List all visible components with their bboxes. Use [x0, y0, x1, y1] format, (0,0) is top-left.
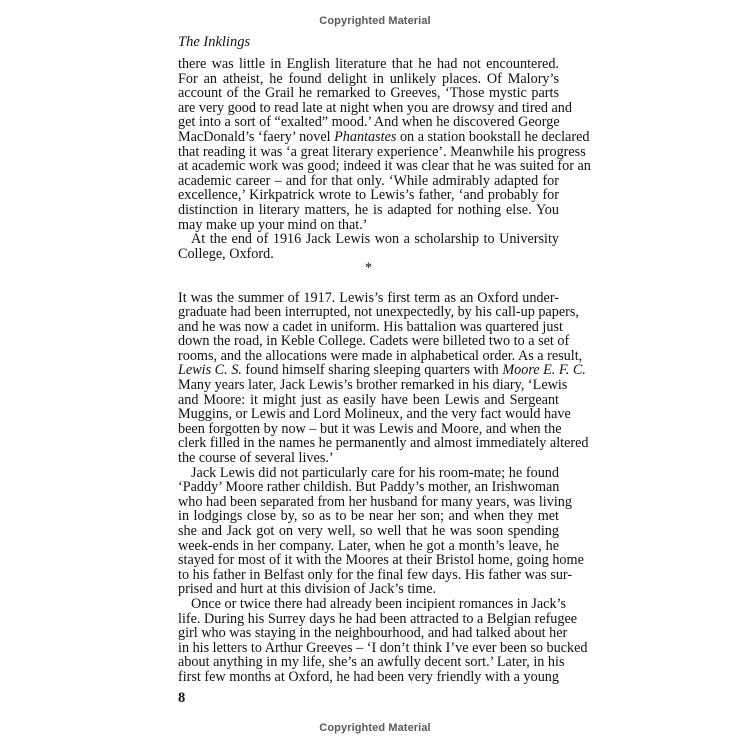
text-segment: may make up your mind on that.’ — [178, 216, 368, 233]
text-line — [178, 247, 559, 262]
text-segment: At the end of 1916 Jack Lewis won a scholarship to University — [191, 231, 559, 248]
text-segment: Once or twice there had already been incipient romances in Jack’s — [191, 595, 567, 612]
text-line — [178, 57, 559, 72]
text-line — [178, 318, 563, 335]
text-line — [178, 115, 559, 130]
text-segment: prised and hurt at this division of Jack’s time. — [178, 581, 437, 598]
text-line — [178, 203, 559, 218]
text-segment: ‘Paddy’ Moore rather childish. But Paddy’s mother, an Irishwoman — [178, 479, 560, 496]
text-line — [178, 509, 559, 524]
text-segment: distinction in literary matters, he is adapted for nothing else. You — [178, 201, 559, 218]
text-line — [178, 466, 559, 481]
text-line — [178, 377, 568, 394]
text-segment: Many years later, Jack Lewis’s brother remarked in his diary, ‘Lewis — [178, 377, 568, 394]
text-segment: been forgotten by now – but it was Lewis and Moore, and when the — [178, 420, 562, 437]
text-segment: It was the summer of 1917. Lewis’s first term as an Oxford under- — [178, 289, 559, 306]
text-line — [178, 451, 559, 466]
text-segment: in his letters to Arthur Greeves – ‘I don’t think I’ve ever been so bucked — [178, 639, 588, 656]
italic-text: Phantastes — [334, 128, 397, 145]
text-line — [178, 480, 559, 495]
text-line — [178, 86, 559, 101]
text-segment: that reading it was ‘a great literary experience’. Meanwhile his progress — [178, 143, 586, 160]
text-line — [178, 524, 559, 539]
text-segment: MacDonald’s ‘faery’ novel — [178, 128, 335, 145]
text-line — [178, 625, 568, 642]
text-segment: week-ends in her company. Later, when he got a month’s leave, he — [178, 537, 559, 554]
text-line — [178, 654, 565, 671]
text-line — [178, 420, 562, 437]
text-line — [178, 552, 584, 569]
text-line — [178, 566, 573, 583]
copyright-watermark-bottom: Copyrighted Material — [319, 722, 431, 734]
text-segment: College, Oxford. — [178, 245, 274, 262]
text-segment: * — [364, 260, 373, 277]
text-segment: academic career – and for that only. ‘While admirably adapted for — [178, 172, 559, 189]
text-line — [178, 610, 578, 627]
text-segment: get into a sort of “exalted” mood.’ And when he discovered George — [178, 114, 560, 131]
text-line — [178, 304, 579, 321]
text-line — [178, 72, 559, 87]
italic-text: Lewis C. S. — [178, 362, 242, 379]
text-segment: she and Jack got on very well, so well that he was soon spending — [178, 523, 559, 539]
text-line — [178, 99, 572, 116]
text-segment: rooms, and the allocations were made in alphabetical order. As a result, — [178, 347, 583, 364]
text-line — [178, 639, 588, 656]
text-segment: first few months at Oxford, he had been very friendly with a young — [178, 668, 559, 685]
text-segment: at academic work was good; indeed it was clear that he was suited for an — [178, 158, 591, 175]
text-line — [178, 435, 589, 452]
text-line — [178, 333, 570, 350]
text-line — [178, 128, 590, 145]
text-segment: excellence,’ Kirkpatrick wrote to Lewis’s father, ‘and probably for — [178, 187, 559, 204]
text-segment: stayed for most of it with the Moores at their Bristol home, going home — [178, 552, 584, 569]
text-line — [178, 158, 591, 175]
text-segment: are very good to read late at night when you are drowsy and tired and — [178, 99, 572, 116]
text-segment: graduate had been interrupted, not unexpectedly, by his call-up papers, — [178, 304, 579, 321]
text-segment: found himself sharing sleeping quarters with — [241, 362, 503, 379]
text-line — [178, 539, 559, 554]
text-segment: to his father in Belfast only for the final few days. His father was sur- — [178, 566, 573, 583]
section-break — [178, 261, 559, 276]
text-line — [178, 582, 559, 597]
text-segment: there was little in English literature that he had not encountered. — [178, 56, 559, 72]
text-segment: on a station bookstall he declared — [396, 128, 590, 145]
text-line — [178, 276, 559, 291]
text-segment: Jack Lewis did not particularly care for his room-mate; he found — [191, 464, 559, 481]
text-line — [178, 595, 567, 612]
text-line — [178, 143, 586, 160]
text-segment: who had been separated from her husband for many years, was living — [178, 493, 572, 510]
text-segment: about anything in my life, she’s an awfully decent sort.’ Later, in his — [178, 654, 565, 671]
italic-text: Moore E. F. C. — [502, 362, 586, 379]
running-head: The Inklings — [178, 34, 251, 50]
body-text — [178, 56, 591, 685]
text-line — [178, 174, 559, 189]
text-line — [178, 291, 559, 306]
text-segment: clerk filled in the names he permanently and almost immediately altered — [178, 435, 589, 452]
text-segment: girl who was staying in the neighbourhood, and had talked about her — [178, 625, 568, 642]
text-line — [178, 362, 586, 379]
text-segment: in lodgings close by, so as to be near her son; and when they met — [178, 508, 559, 525]
text-segment: life. During his Surrey days he had been attracted to a Belgian refugee — [178, 610, 578, 627]
text-line — [178, 406, 571, 423]
text-line — [178, 347, 583, 364]
text-line — [178, 393, 559, 408]
text-segment: and he was now a cadet in uniform. His battalion was quartered just — [178, 318, 563, 335]
text-segment: account of the Grail he remarked to Greeves, ‘Those mystic parts — [178, 85, 559, 102]
text-segment: Muggins, or Lewis and Lord Molineux, and the very fact would have — [178, 406, 571, 423]
text-segment: the course of several lives.’ — [178, 450, 334, 467]
text-segment: down the road, in Keble College. Cadets were billeted two to a set of — [178, 333, 570, 350]
text-line — [178, 218, 559, 233]
text-segment: For an atheist, he found delight in unlikely places. Of Malory’s — [178, 70, 559, 87]
page-number: 8 — [178, 690, 186, 706]
copyright-watermark-top: Copyrighted Material — [319, 15, 431, 27]
text-line — [178, 232, 559, 247]
text-line — [178, 670, 559, 685]
text-line — [178, 493, 572, 510]
text-line — [178, 188, 559, 203]
text-segment: and Moore: it might just as easily have been Lewis and Sergeant — [178, 391, 559, 408]
